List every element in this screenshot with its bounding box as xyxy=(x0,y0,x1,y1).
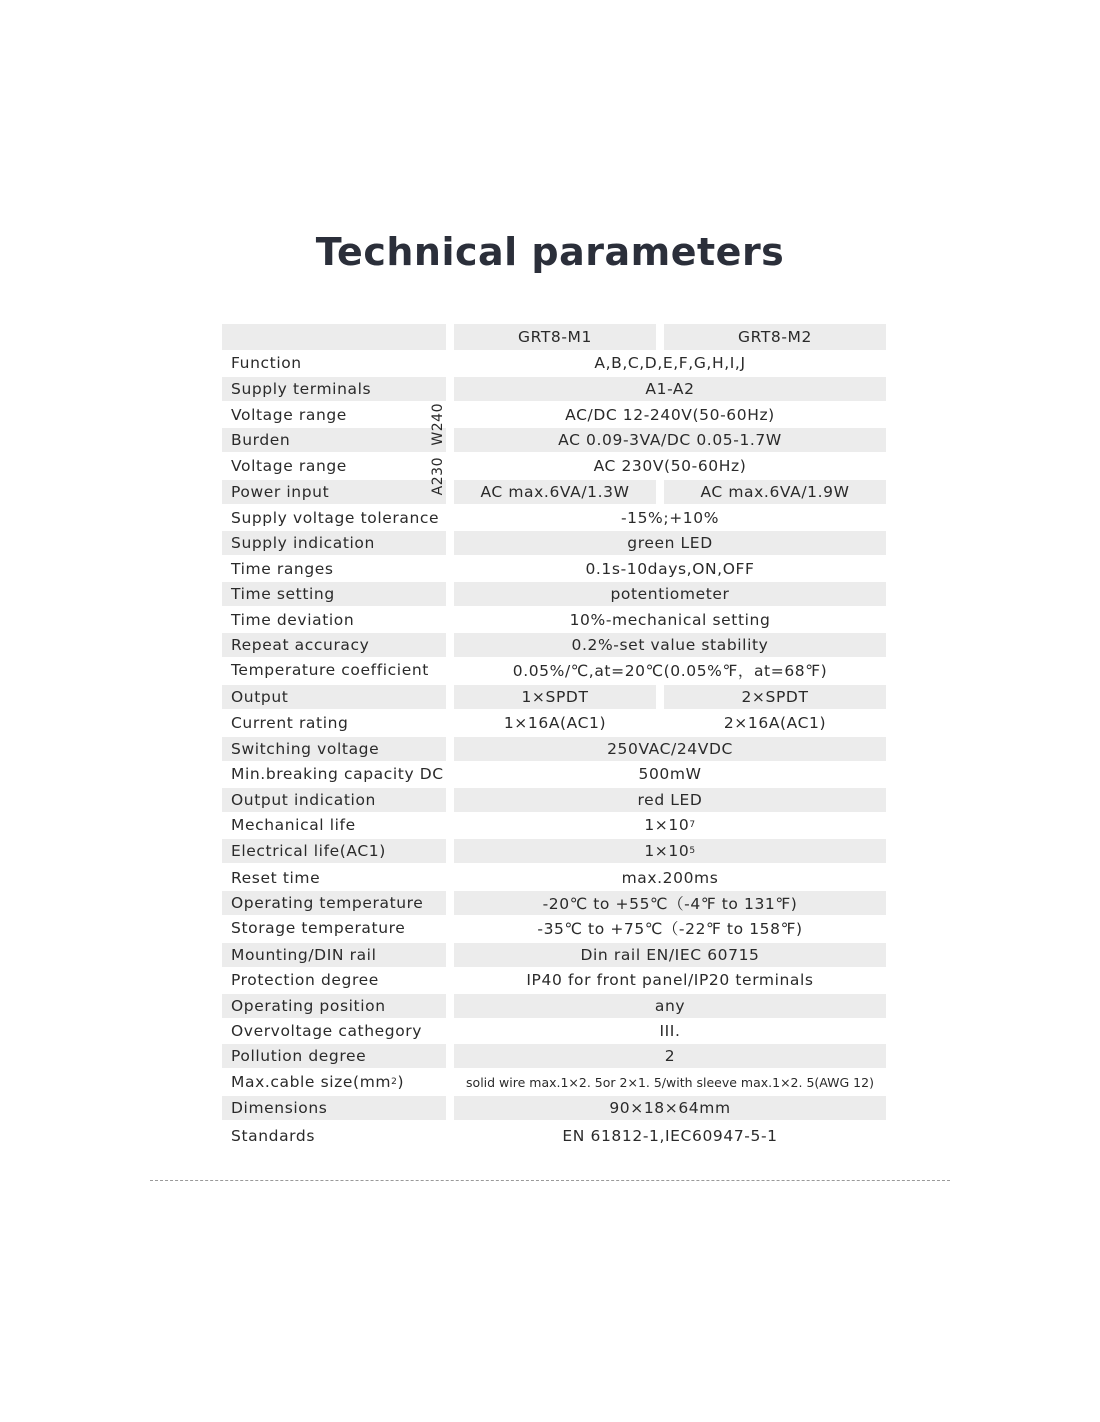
param-value-m1: AC max.6VA/1.3W xyxy=(454,480,656,504)
param-value-text: IP40 for front panel/IP20 terminals xyxy=(526,971,814,989)
param-label-text: Power input xyxy=(231,483,330,501)
param-label-text: Supply voltage tolerance xyxy=(231,509,440,527)
param-value xyxy=(454,866,886,890)
param-value-text: any xyxy=(654,997,686,1015)
param-value xyxy=(454,968,886,992)
param-label-text: Supply indication xyxy=(231,534,375,552)
param-value-text: red LED xyxy=(637,791,703,809)
param-label-text: Mounting/DIN rail xyxy=(231,946,377,964)
param-label: Max.cable size(mm 2 ) xyxy=(231,1073,405,1091)
param-value-text: -35℃ to +75℃（-22℉ to 158℉) xyxy=(537,920,803,938)
param-label xyxy=(222,582,446,606)
param-label-text: Voltage range xyxy=(231,457,347,475)
param-label xyxy=(222,762,446,786)
param-value xyxy=(454,351,886,375)
param-label-text: Time deviation xyxy=(231,611,355,629)
dashed-separator xyxy=(150,1180,950,1181)
param-value xyxy=(454,633,886,657)
param-value xyxy=(454,658,886,682)
param-label xyxy=(222,943,446,967)
param-label-text: Function xyxy=(231,354,302,372)
param-value-text: 500mW xyxy=(638,765,702,783)
param-value xyxy=(454,762,886,786)
param-label xyxy=(222,428,446,452)
param-value-text: solid wire max.1×2. 5or 2×1. 5/with sleeve max.1×2. 5(AWG 12) xyxy=(466,1074,874,1090)
param-label-text: Overvoltage cathegory xyxy=(231,1022,423,1040)
param-value xyxy=(454,531,886,555)
param-label-text: Standards xyxy=(231,1127,315,1145)
param-label xyxy=(222,737,446,761)
param-value xyxy=(454,916,886,940)
param-label xyxy=(222,685,446,709)
param-label-text: Supply terminals xyxy=(231,380,372,398)
param-value-text: A1-A2 xyxy=(645,380,695,398)
param-label xyxy=(222,633,446,657)
param-label-text: Operating position xyxy=(231,997,386,1015)
param-label xyxy=(222,1044,446,1068)
param-value-text: green LED xyxy=(627,534,713,552)
param-label xyxy=(222,557,446,581)
param-value xyxy=(454,403,886,427)
param-value xyxy=(454,1096,886,1120)
param-value xyxy=(454,1019,886,1043)
param-value-text: -15%;+10% xyxy=(620,509,720,527)
header-blank-cell xyxy=(222,324,446,350)
param-value xyxy=(454,428,886,452)
param-label-text: Min.breaking capacity DC xyxy=(231,765,444,783)
param-value-text: max.200ms xyxy=(621,869,719,887)
param-label-text: Output indication xyxy=(231,791,376,809)
param-value-text: 0.1s-10days,ON,OFF xyxy=(585,560,755,578)
param-label xyxy=(222,403,446,427)
param-label xyxy=(222,1019,446,1043)
param-value-text: 1×10 xyxy=(644,816,690,834)
param-value-text: 2 xyxy=(664,1047,676,1065)
param-value xyxy=(454,943,886,967)
param-label-text: Burden xyxy=(231,431,291,449)
param-label-text: Switching voltage xyxy=(231,740,380,758)
param-value xyxy=(454,1044,886,1068)
param-label xyxy=(222,839,446,863)
param-value-text: A,B,C,D,E,F,G,H,I,J xyxy=(594,354,746,372)
param-label xyxy=(222,813,446,837)
param-label xyxy=(222,608,446,632)
param-value xyxy=(454,788,886,812)
param-value-m2: 2×SPDT xyxy=(664,685,886,709)
param-value-m1: 1×SPDT xyxy=(454,685,656,709)
variant-vertical-labels xyxy=(427,403,449,495)
param-value-text: III. xyxy=(659,1022,681,1040)
column-header-m1: GRT8-M1 xyxy=(454,324,656,350)
param-label-text: Voltage range xyxy=(231,406,347,424)
param-value xyxy=(454,506,886,530)
param-value xyxy=(454,454,886,478)
param-label xyxy=(222,968,446,992)
param-value xyxy=(454,582,886,606)
param-label-text: Time setting xyxy=(231,585,335,603)
param-label xyxy=(222,1096,446,1120)
page-title: Technical parameters xyxy=(315,230,785,274)
param-label xyxy=(222,866,446,890)
param-value xyxy=(454,994,886,1018)
param-value xyxy=(454,557,886,581)
param-label xyxy=(222,711,446,735)
param-value xyxy=(454,891,886,915)
param-value-text: Din rail EN/IEC 60715 xyxy=(580,946,760,964)
param-label-text: Reset time xyxy=(231,869,321,887)
param-label-tail: ) xyxy=(397,1073,405,1091)
param-label xyxy=(222,506,446,530)
param-value-m1: 1×16A(AC1) xyxy=(503,714,607,732)
param-value-text: 250VAC/24VDC xyxy=(607,740,733,758)
param-value-text: -20℃ to +55℃（-4℉ to 131℉) xyxy=(542,895,798,913)
param-value xyxy=(454,1124,886,1148)
param-label-text: Dimensions xyxy=(231,1099,328,1117)
param-value xyxy=(454,377,886,401)
param-label xyxy=(222,531,446,555)
param-value-m2: AC max.6VA/1.9W xyxy=(664,480,886,504)
param-value-text: potentiometer xyxy=(610,585,730,603)
param-label-text: Temperature coefficient xyxy=(231,661,429,679)
column-header-m2: GRT8-M2 xyxy=(664,324,886,350)
param-label-text: Storage temperature xyxy=(231,919,406,937)
param-label xyxy=(222,377,446,401)
param-value-text: EN 61812-1,IEC60947-5-1 xyxy=(562,1127,778,1145)
param-value: 1×10 5 xyxy=(454,839,886,863)
param-label xyxy=(222,994,446,1018)
param-value-text: 10%-mechanical setting xyxy=(569,611,771,629)
param-value-text: AC 0.09-3VA/DC 0.05-1.7W xyxy=(558,431,782,449)
param-label-text: Current rating xyxy=(231,714,349,732)
vertical-label-a230: A230 xyxy=(430,456,446,495)
param-label-text: Operating temperature xyxy=(231,894,424,912)
param-value xyxy=(454,1070,886,1094)
param-label-text: Output xyxy=(231,688,289,706)
param-value xyxy=(454,608,886,632)
param-label-text: Electrical life(AC1) xyxy=(231,842,386,860)
param-label xyxy=(222,480,446,504)
param-value-text: AC/DC 12-240V(50-60Hz) xyxy=(565,406,775,424)
vertical-label-w240: W240 xyxy=(430,403,446,446)
param-value-text: 0.05%/℃,at=20℃(0.05%℉，at=68℉) xyxy=(512,662,828,680)
param-value-m2: 2×16A(AC1) xyxy=(723,714,827,732)
param-value-text: 1×10 xyxy=(644,842,690,860)
param-label xyxy=(222,658,446,682)
param-label-text: Protection degree xyxy=(231,971,379,989)
param-label-text: Time ranges xyxy=(231,560,334,578)
param-label xyxy=(222,891,446,915)
param-label xyxy=(222,788,446,812)
param-value-text: AC 230V(50-60Hz) xyxy=(593,457,747,475)
param-label xyxy=(222,1124,446,1148)
param-value: 1×10 7 xyxy=(644,816,696,834)
param-label-text: Mechanical life xyxy=(231,816,356,834)
param-label xyxy=(222,916,446,940)
param-label-text: Repeat accuracy xyxy=(231,636,370,654)
param-label xyxy=(222,351,446,375)
param-value-text: 0.2%-set value stability xyxy=(571,636,769,654)
param-value xyxy=(454,737,886,761)
param-label-text: Pollution degree xyxy=(231,1047,367,1065)
param-label xyxy=(222,454,446,478)
param-value-text: 90×18×64mm xyxy=(609,1099,731,1117)
param-label-text: Max.cable size(mm xyxy=(231,1073,392,1091)
